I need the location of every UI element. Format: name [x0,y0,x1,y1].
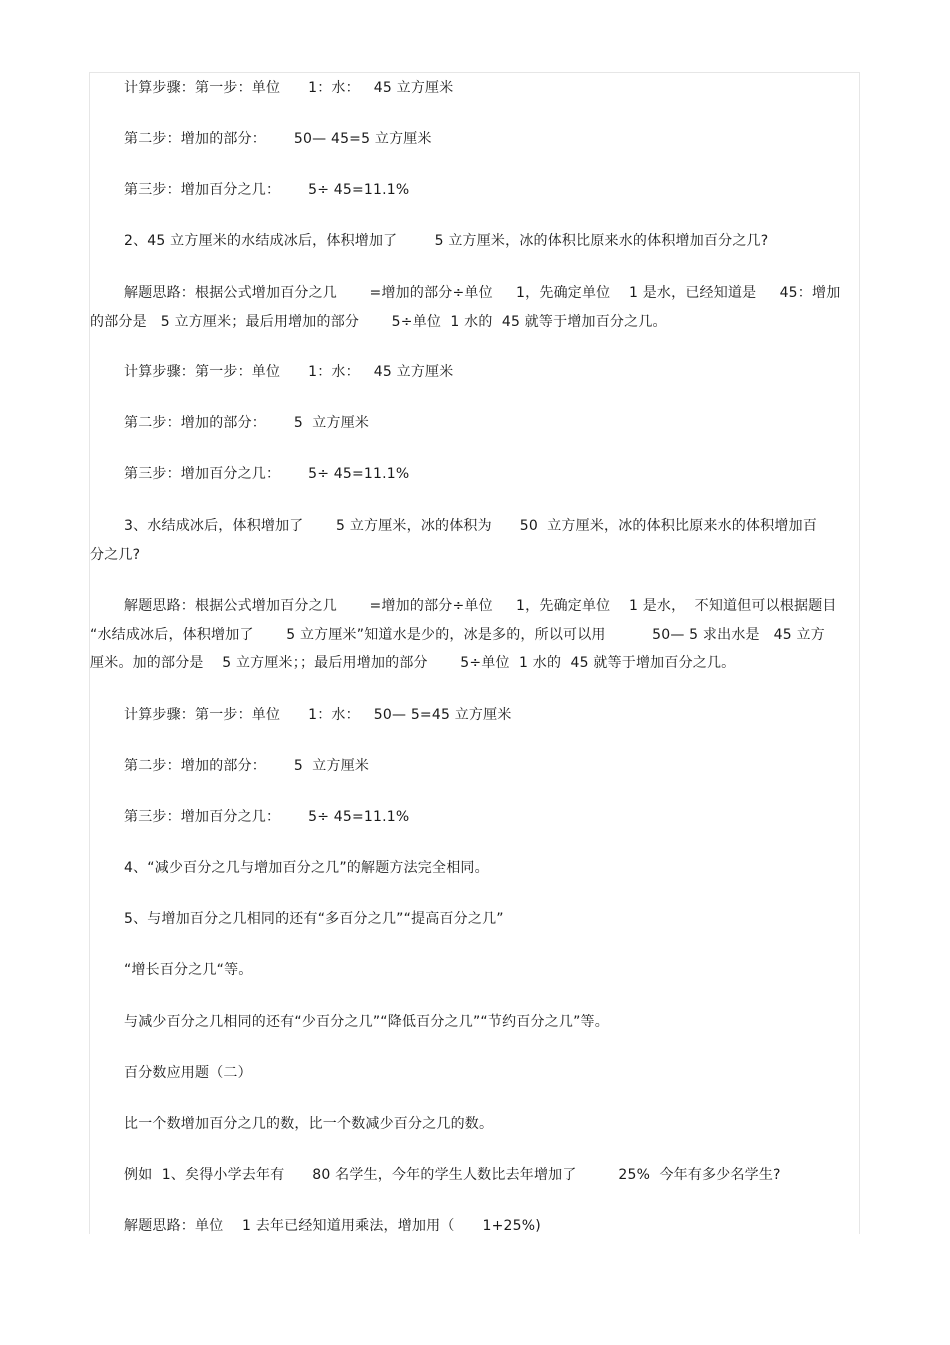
text-line: 2、45 立方厘米的水结成冰后，体积增加了 5 立方厘米，冰的体积比原来水的体积增加百分之几? [124,233,769,249]
document-page [89,72,860,1234]
text-line: 第二步：增加的部分： 50— 45=5 立方厘米 [124,131,432,147]
text-line: 3、水结成冰后，体积增加了 5 立方厘米，冰的体积为 50 立方厘米，冰的体积比原来水的体积增加百 [124,518,818,534]
text-line: 例如 1、矣得小学去年有 80 名学生，今年的学生人数比去年增加了 25% 今年有多少名学生? [124,1167,781,1183]
text-line: 计算步骤：第一步：单位 1：水： 45 立方厘米 [124,364,454,380]
text-line: 第三步：增加百分之几： 5÷ 45=11.1% [124,809,410,825]
text-line: “增长百分之几“等。 [124,962,253,978]
text-line: 第二步：增加的部分： 5 立方厘米 [124,415,370,431]
text-line: 5、与增加百分之几相同的还有“多百分之几”“提高百分之几” [124,911,504,927]
text-line: 与减少百分之几相同的还有“少百分之几”“降低百分之几”“节约百分之几”等。 [124,1014,609,1030]
text-line: 解题思路：根据公式增加百分之几 =增加的部分÷单位 1，先确定单位 1 是水， 不知道但可以根据题目 [124,598,837,614]
text-line: “水结成冰后，体积增加了 5 立方厘米”知道水是少的，冰是多的，所以可以用 50— 5 求出水是 45 立方 [90,627,825,643]
text-line: 的部分是 5 立方厘米；最后用增加的部分 5÷单位 1 水的 45 就等于增加百分之几。 [90,314,667,330]
text-line: 厘米。加的部分是 5 立方厘米；；最后用增加的部分 5÷单位 1 水的 45 就等于增加百分之几。 [90,655,736,671]
text-line: 第三步：增加百分之几： 5÷ 45=11.1% [124,466,410,482]
text-line: 比一个数增加百分之几的数，比一个数减少百分之几的数。 [124,1116,494,1132]
text-line: 解题思路：根据公式增加百分之几 =增加的部分÷单位 1，先确定单位 1 是水，已经知道是 45：增加 [124,285,841,301]
text-line: 计算步骤：第一步：单位 1：水： 50— 5=45 立方厘米 [124,707,512,723]
section-heading: 百分数应用题（二） [124,1065,252,1081]
text-line: 第二步：增加的部分： 5 立方厘米 [124,758,370,774]
text-line: 计算步骤：第一步：单位 1：水： 45 立方厘米 [124,80,454,96]
text-line: 4、“减少百分之几与增加百分之几”的解题方法完全相同。 [124,860,489,876]
text-line: 第三步：增加百分之几： 5÷ 45=11.1% [124,182,410,198]
text-line: 分之几? [90,547,141,563]
text-line: 解题思路：单位 1 去年已经知道用乘法，增加用（ 1+25%) [124,1218,541,1234]
